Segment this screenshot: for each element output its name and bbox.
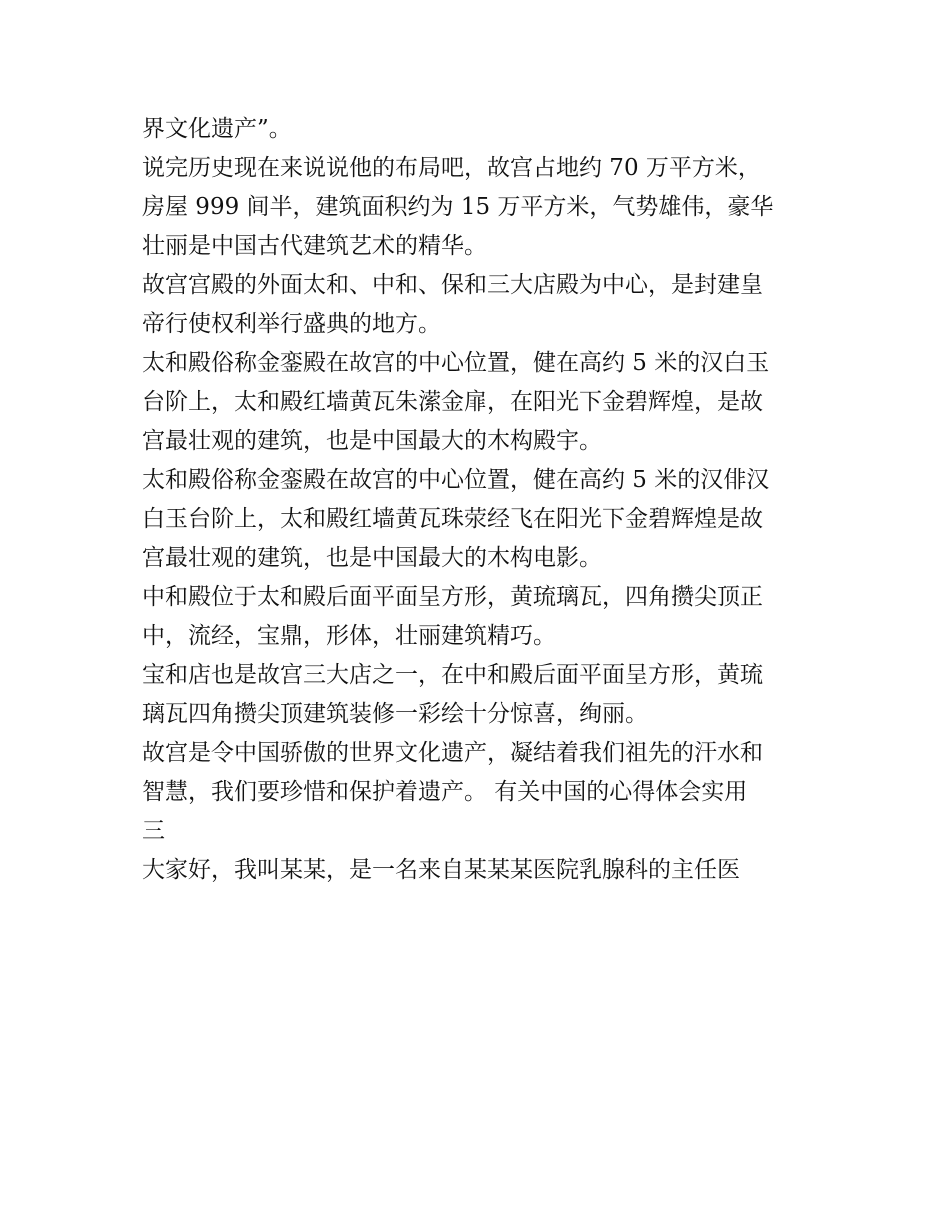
text-line: 宫最壮观的建筑，也是中国最大的木构电影。 [142,545,602,571]
text-line: 智慧，我们要珍惜和保护着遗产。 有关中国的心得体会实用 [142,779,748,805]
text-line: 大家好，我叫某某，是一名来自某某某医院乳腺科的主任医 [142,857,740,883]
text-line: 帝行使权利举行盛典的地方。 [142,311,441,337]
text-line: 故宫宫殿的外面太和、中和、保和三大店殿为中心，是封建皇 [142,272,763,298]
text-line: 说完历史现在来说说他的布局吧，故宫占地约 70 万平方米， [142,155,761,181]
text-line: 宫最壮观的建筑，也是中国最大的木构殿宇。 [142,428,602,454]
text-line: 中和殿位于太和殿后面平面呈方形，黄琉璃瓦，四角攒尖顶正 [142,584,763,610]
text-line: 璃瓦四角攒尖顶建筑装修一彩绘十分惊喜，绚丽。 [142,701,648,727]
text-line: 白玉台阶上，太和殿红墙黄瓦珠荥经飞在阳光下金碧辉煌是故 [142,506,763,532]
text-line: 三 [142,818,165,844]
text-line: 太和殿俗称金銮殿在故宫的中心位置，健在高约 5 米的汉俳汉 [142,467,770,493]
text-line: 房屋 999 间半，建筑面积约为 15 万平方米，气势雄伟，豪华 [142,194,774,220]
text-line: 界文化遗产”。 [142,116,292,142]
text-line: 台阶上，太和殿红墙黄瓦朱潆金扉，在阳光下金碧辉煌，是故 [142,389,763,415]
text-line: 中，流经，宝鼎，形体，壮丽建筑精巧。 [142,623,556,649]
text-line: 宝和店也是故宫三大店之一，在中和殿后面平面呈方形，黄琉 [142,662,763,688]
text-line: 壮丽是中国古代建筑艺术的精华。 [142,233,487,259]
text-line: 太和殿俗称金銮殿在故宫的中心位置，健在高约 5 米的汉白玉 [142,350,770,376]
document-body [142,110,822,890]
text-line: 故宫是令中国骄傲的世界文化遗产，凝结着我们祖先的汗水和 [142,740,763,766]
